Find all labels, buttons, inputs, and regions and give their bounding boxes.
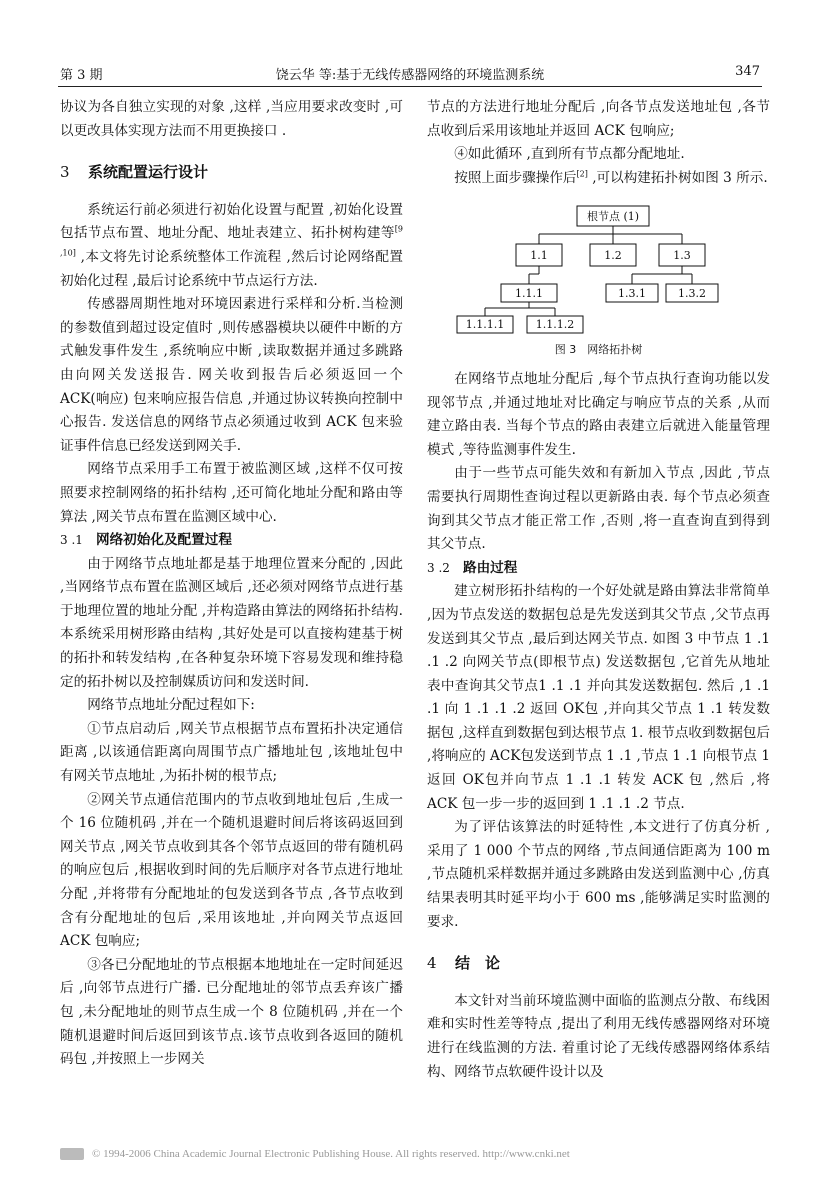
paragraph-text: ,本文将先讨论系统整体工作流程 ,然后讨论网络配置初始化过程 ,最后讨论系统中节点运行方法. [60,248,403,289]
tree-node-1-1 [516,244,562,266]
paragraph: 为了评估该算法的时延特性 ,本文进行了仿真分析 ,采用了 1 000 个节点的网络 ,节点间通信距离为 100 m ,节点随机采样数据并通过多跳路由发送到监测中心 ,仿真结果表明其时延平均小于 600 ms ,能够满足实时监测的要求. [427,819,770,930]
paragraph-text: 按照上面步骤操作后 [454,169,577,186]
paragraph: 节点的方法进行地址分配后 ,向各节点发送地址包 ,各节点收到后采用该地址并返回 ACK 包响应; [427,99,770,139]
paragraph: 建立树形拓扑结构的一个好处就是路由算法非常简单 ,因为节点发送的数据包总是先发送到其父节点 ,父节点再发送到其父节点 ,最后到达网关节点. 如图 3 中节点 1 .1 .1 .2 向网关节点(即根节点) 发送数据包 ,它首先从地址表中查询其父节点1 .1 .1 并向其发送数据包. 然后 ,1 .1 .1 向 1 .1 .1 .2 返回 OK包 ,并向其父节点 1 .1 转发数据包 ,这样直到数据包到达根节点 1. 根节点收到数据包后 ,将响应的 ACK包发送到节点 1 .1 ,节点 1 .1 向根节点 1 返回 OK包并向节点 1 .1 .1 转发 ACK 包 ,然后 ,将 ACK 包一步一步的返回到 1 .1 .1 .2 节点. [427,583,770,812]
tree-node-1-2 [590,244,636,266]
copyright-footer [60,1148,760,1160]
paragraph: 本文针对当前环境监测中面临的监测点分散、布线困难和实时性差等特点 ,提出了利用无线传感器网络对环境进行在线监测的方法. 着重讨论了无线传感器网络体系结构、网络节点软硬件设计以及 [427,992,770,1080]
paragraph: 网络节点地址分配过程如下: [87,697,255,714]
section-number: 3 [60,163,70,182]
topology-figure [427,194,770,334]
paragraph: 协议为各自独立实现的对象 ,这样 ,当应用要求改变时 ,可以更改具体实现方法而不用更换接口 . [60,99,403,139]
tree-node-1-3 [659,244,705,266]
running-title: 饶云华 等:基于无线传感器网络的环境监测系统 [275,68,545,83]
figure-caption: 图 3 网络拓扑树 [554,343,643,357]
paragraph [427,167,770,191]
section-number: 4 [427,954,437,973]
node-label: 1.1.1.1 [465,318,505,332]
tree-node-1-3-2 [666,284,718,302]
copyright-text: © 1994-2006 China Academic Journal Electronic Publishing House. All rights reserved. http://www.cnki.net [92,1148,570,1160]
paragraph: 由于网络节点地址都是基于地理位置来分配的 ,因此 ,当网络节点布置在监测区域后 ,还必须对网络节点进行基于地理位置的地址分配 ,并构造路由算法的网络拓扑结构. 本系统采用树形路由结构 ,其好处是可以直接构建基于树的拓扑和转发结构 ,在各种复杂环境下容易发现和维持稳定的拓扑树以及控制媒质访问和发送时间. [60,555,403,690]
list-step: ②网关节点通信范围内的节点收到地址包后 ,生成一个 16 位随机码 ,并在一个随机退避时间后将该码返回到网关节点 ,网关节点收到其各个邻节点返回的带有随机码的响应包后 ,根据收到时间的先后顺序对各节点进行地址分配 ,并将带有分配地址的包发送到各节点 ,各节点收到含有分配地址的包后 ,采用该地址 ,并向网关节点返回 ACK 包响应; [60,791,403,950]
section-title: 结 论 [455,954,501,973]
paragraph: 网络节点采用手工布置于被监测区域 ,这样不仅可按照要求控制网络的拓扑结构 ,还可简化地址分配和路由等算法 ,网关节点布置在监测区域中心. [60,461,403,525]
node-label: 1.1.1.2 [535,318,575,332]
subsection-heading [427,557,770,581]
issue-number: 第 3 期 [60,68,103,83]
page-number: 347 [735,64,760,79]
right-column [427,96,770,1084]
topology-tree-diagram [427,194,770,334]
node-label: 1.3.2 [678,287,706,301]
node-label: 1.1 [530,249,548,263]
paragraph [60,199,403,293]
section-heading [427,952,770,976]
section-heading [60,161,403,185]
running-header [60,64,760,86]
tree-node-root [577,206,649,226]
node-label: 1.2 [604,249,622,263]
subsection-heading [60,529,403,553]
subsection-title: 路由过程 [463,559,518,576]
citation: [9 ,10] [60,224,403,258]
node-label: 1.3 [673,249,691,263]
subsection-title: 网络初始化及配置过程 [96,532,232,549]
list-step: ①节点启动后 ,网关节点根据节点布置拓扑决定通信距离 ,以该通信距离向周围节点广播地址包 ,该地址包中有网关节点地址 ,为拓扑树的根节点; [60,720,403,785]
subsection-number: 3 .1 [60,533,83,548]
list-step: ③各已分配地址的节点根据本地地址在一定时间延迟后 ,向邻节点进行广播. 已分配地址的邻节点丢弃该广播包 ,未分配地址的则节点生成一个 8 位随机码 ,并在一个随机退避时间后返回到该节点.该节点收到各返回的随机码包 ,并按照上一步网关 [60,956,403,1068]
node-label: 根节点 (1) [586,210,640,224]
paragraph-text: 系统运行前必须进行初始化设置与配置 ,初始化设置包括节点布置、地址分配、地址表建立、拓扑树构建等 [60,201,403,242]
tree-node-1-1-1-1 [457,316,513,333]
citation: [2] [576,169,588,179]
tree-node-1-1-1-2 [527,316,583,333]
paragraph: 由于一些节点可能失效和有新加入节点 ,因此 ,节点需要执行周期性查询过程以更新路由表. 每个节点必须查询到其父节点才能正常工作 ,否则 ,将一直查询直到得到其父节点. [427,465,770,553]
paragraph-text: ,可以构建拓扑树如图 3 所示. [587,169,768,186]
tree-node-1-1-1 [501,284,557,302]
list-step: ④如此循环 ,直到所有节点都分配地址. [454,146,685,163]
node-label: 1.3.1 [618,287,646,301]
paragraph: 在网络节点地址分配后 ,每个节点执行查询功能以发现邻节点 ,并通过地址对比确定与响应节点的关系 ,从而建立路由表. 当每个节点的路由表建立后就进入能量管理模式 ,等待监测事件发生. [427,370,770,458]
header-rule [58,86,762,87]
tree-node-1-3-1 [606,284,658,302]
left-column [60,96,403,1072]
node-label: 1.1.1 [515,287,543,301]
subsection-number: 3 .2 [427,560,450,575]
publisher-logo-icon [60,1148,84,1160]
section-title: 系统配置运行设计 [88,163,209,182]
paragraph: 传感器周期性地对环境因素进行采样和分析.当检测的参数值到超过设定值时 ,则传感器模块以硬件中断的方式触发事件发生 ,系统响应中断 ,读取数据并通过多跳路由向网关发送报告. 网关收到报告后必须返回一个 ACK(响应) 包来响应报告信息 ,并通过协议转换向控制中心报告. 发送信息的网络节点必须通过收到 ACK 包来验证事件信息已经发送到网关手. [60,296,403,454]
